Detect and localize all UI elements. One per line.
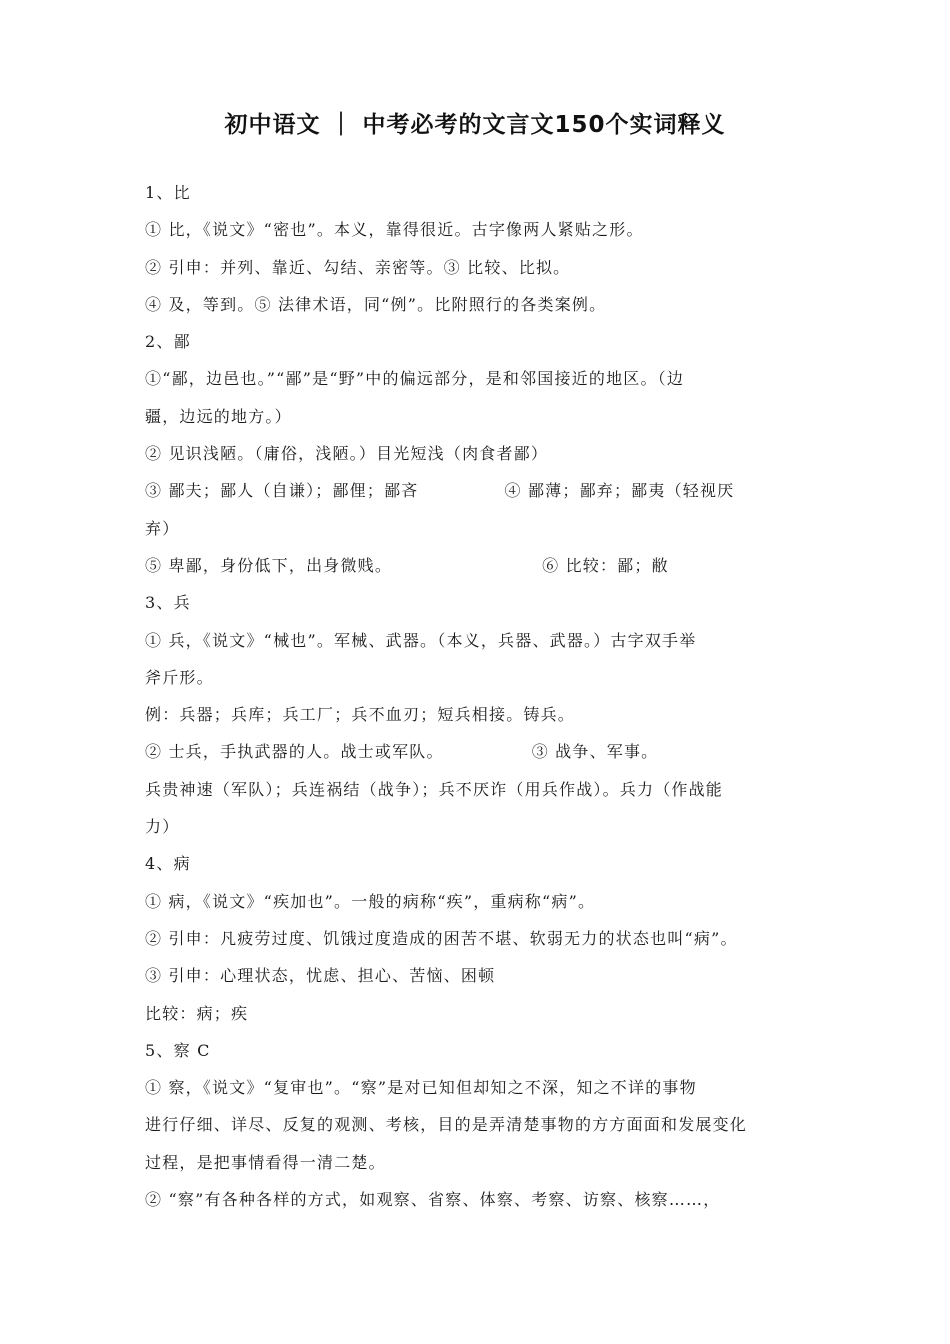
text-segment: ⑥ 比较：鄙；敝 — [542, 555, 669, 575]
text-line: 进行仔细、详尽、反复的观测、考核，目的是弄清楚事物的方方面面和发展变化 — [145, 1115, 748, 1135]
text-line: 弃） — [145, 518, 180, 538]
document-body — [145, 174, 813, 1218]
text-line: 疆，边远的地方。） — [145, 406, 292, 426]
entry-heading-bi: 1、比 — [145, 183, 191, 202]
text-line: ① 病，《说文》“疾加也”。一般的病称“疾”，重病称“病”。 — [145, 891, 596, 911]
text-segment: ⑤ 卑鄙，身份低下，出身微贱。 — [145, 555, 393, 575]
page-title: 初中语文 ｜ 中考必考的文言文150个实词释义 — [224, 112, 726, 138]
text-line: 过程，是把事情看得一清二楚。 — [145, 1152, 386, 1172]
text-segment: ④ 鄙薄；鄙弃；鄙夷（轻视厌 — [504, 481, 735, 501]
text-line: ③ 引申：心理状态，忧虑、担心、苦恼、困顿 — [145, 966, 496, 986]
text-line — [145, 547, 813, 584]
text-line: ④ 及，等到。⑤ 法律术语，同“例”。比附照行的各类案例。 — [145, 294, 607, 314]
text-line: ①“鄙，边邑也。”“鄙”是“野”中的偏远部分，是和邻国接近的地区。（边 — [145, 369, 685, 389]
entry-heading-bing-illness: 4、病 — [145, 854, 191, 874]
text-line: 比较：病；疾 — [145, 1003, 249, 1023]
text-line: ② “察”有各种各样的方式，如观察、省察、体察、考察、访察、核察……， — [145, 1190, 721, 1210]
text-line: 兵贵神速（军队）；兵连祸结（战争）；兵不厌诈（用兵作战）。兵力（作战能 — [145, 779, 724, 799]
text-segment: ③ 鄙夫；鄙人（自谦）；鄙俚；鄙吝 — [145, 481, 419, 501]
entry-heading-bi-remote: 2、鄙 — [145, 332, 191, 352]
entry-heading-bing: 3、兵 — [145, 593, 191, 613]
text-line: 例：兵器；兵库；兵工厂；兵不血刃；短兵相接。铸兵。 — [145, 705, 576, 725]
text-line — [145, 472, 813, 509]
text-line: ① 察，《说文》“复审也”。“察”是对已知但却知之不深，知之不详的事物 — [145, 1078, 697, 1098]
entry-heading-cha: 5、察 C — [145, 1040, 211, 1060]
text-segment: ② 士兵，手执武器的人。战士或军队。 — [145, 742, 444, 762]
text-line: ② 见识浅陋。（庸俗，浅陋。）目光短浅（肉食者鄙） — [145, 444, 549, 464]
text-line: ① 兵，《说文》“械也”。军械、武器。（本义，兵器、武器。）古字双手举 — [145, 630, 697, 650]
text-line: ① 比，《说文》“密也”。本义，靠得很近。古字像两人紧贴之形。 — [145, 220, 644, 240]
text-line: 斧斤形。 — [145, 667, 214, 687]
text-line: 力） — [145, 817, 180, 837]
text-line: ② 引申：并列、靠近、勾结、亲密等。③ 比较、比拟。 — [145, 257, 571, 277]
text-line: ② 引申：凡疲劳过度、饥饿过度造成的困苦不堪、软弱无力的状态也叫“病”。 — [145, 928, 738, 948]
text-line — [145, 733, 813, 770]
text-segment: ③ 战争、军事。 — [531, 742, 659, 762]
